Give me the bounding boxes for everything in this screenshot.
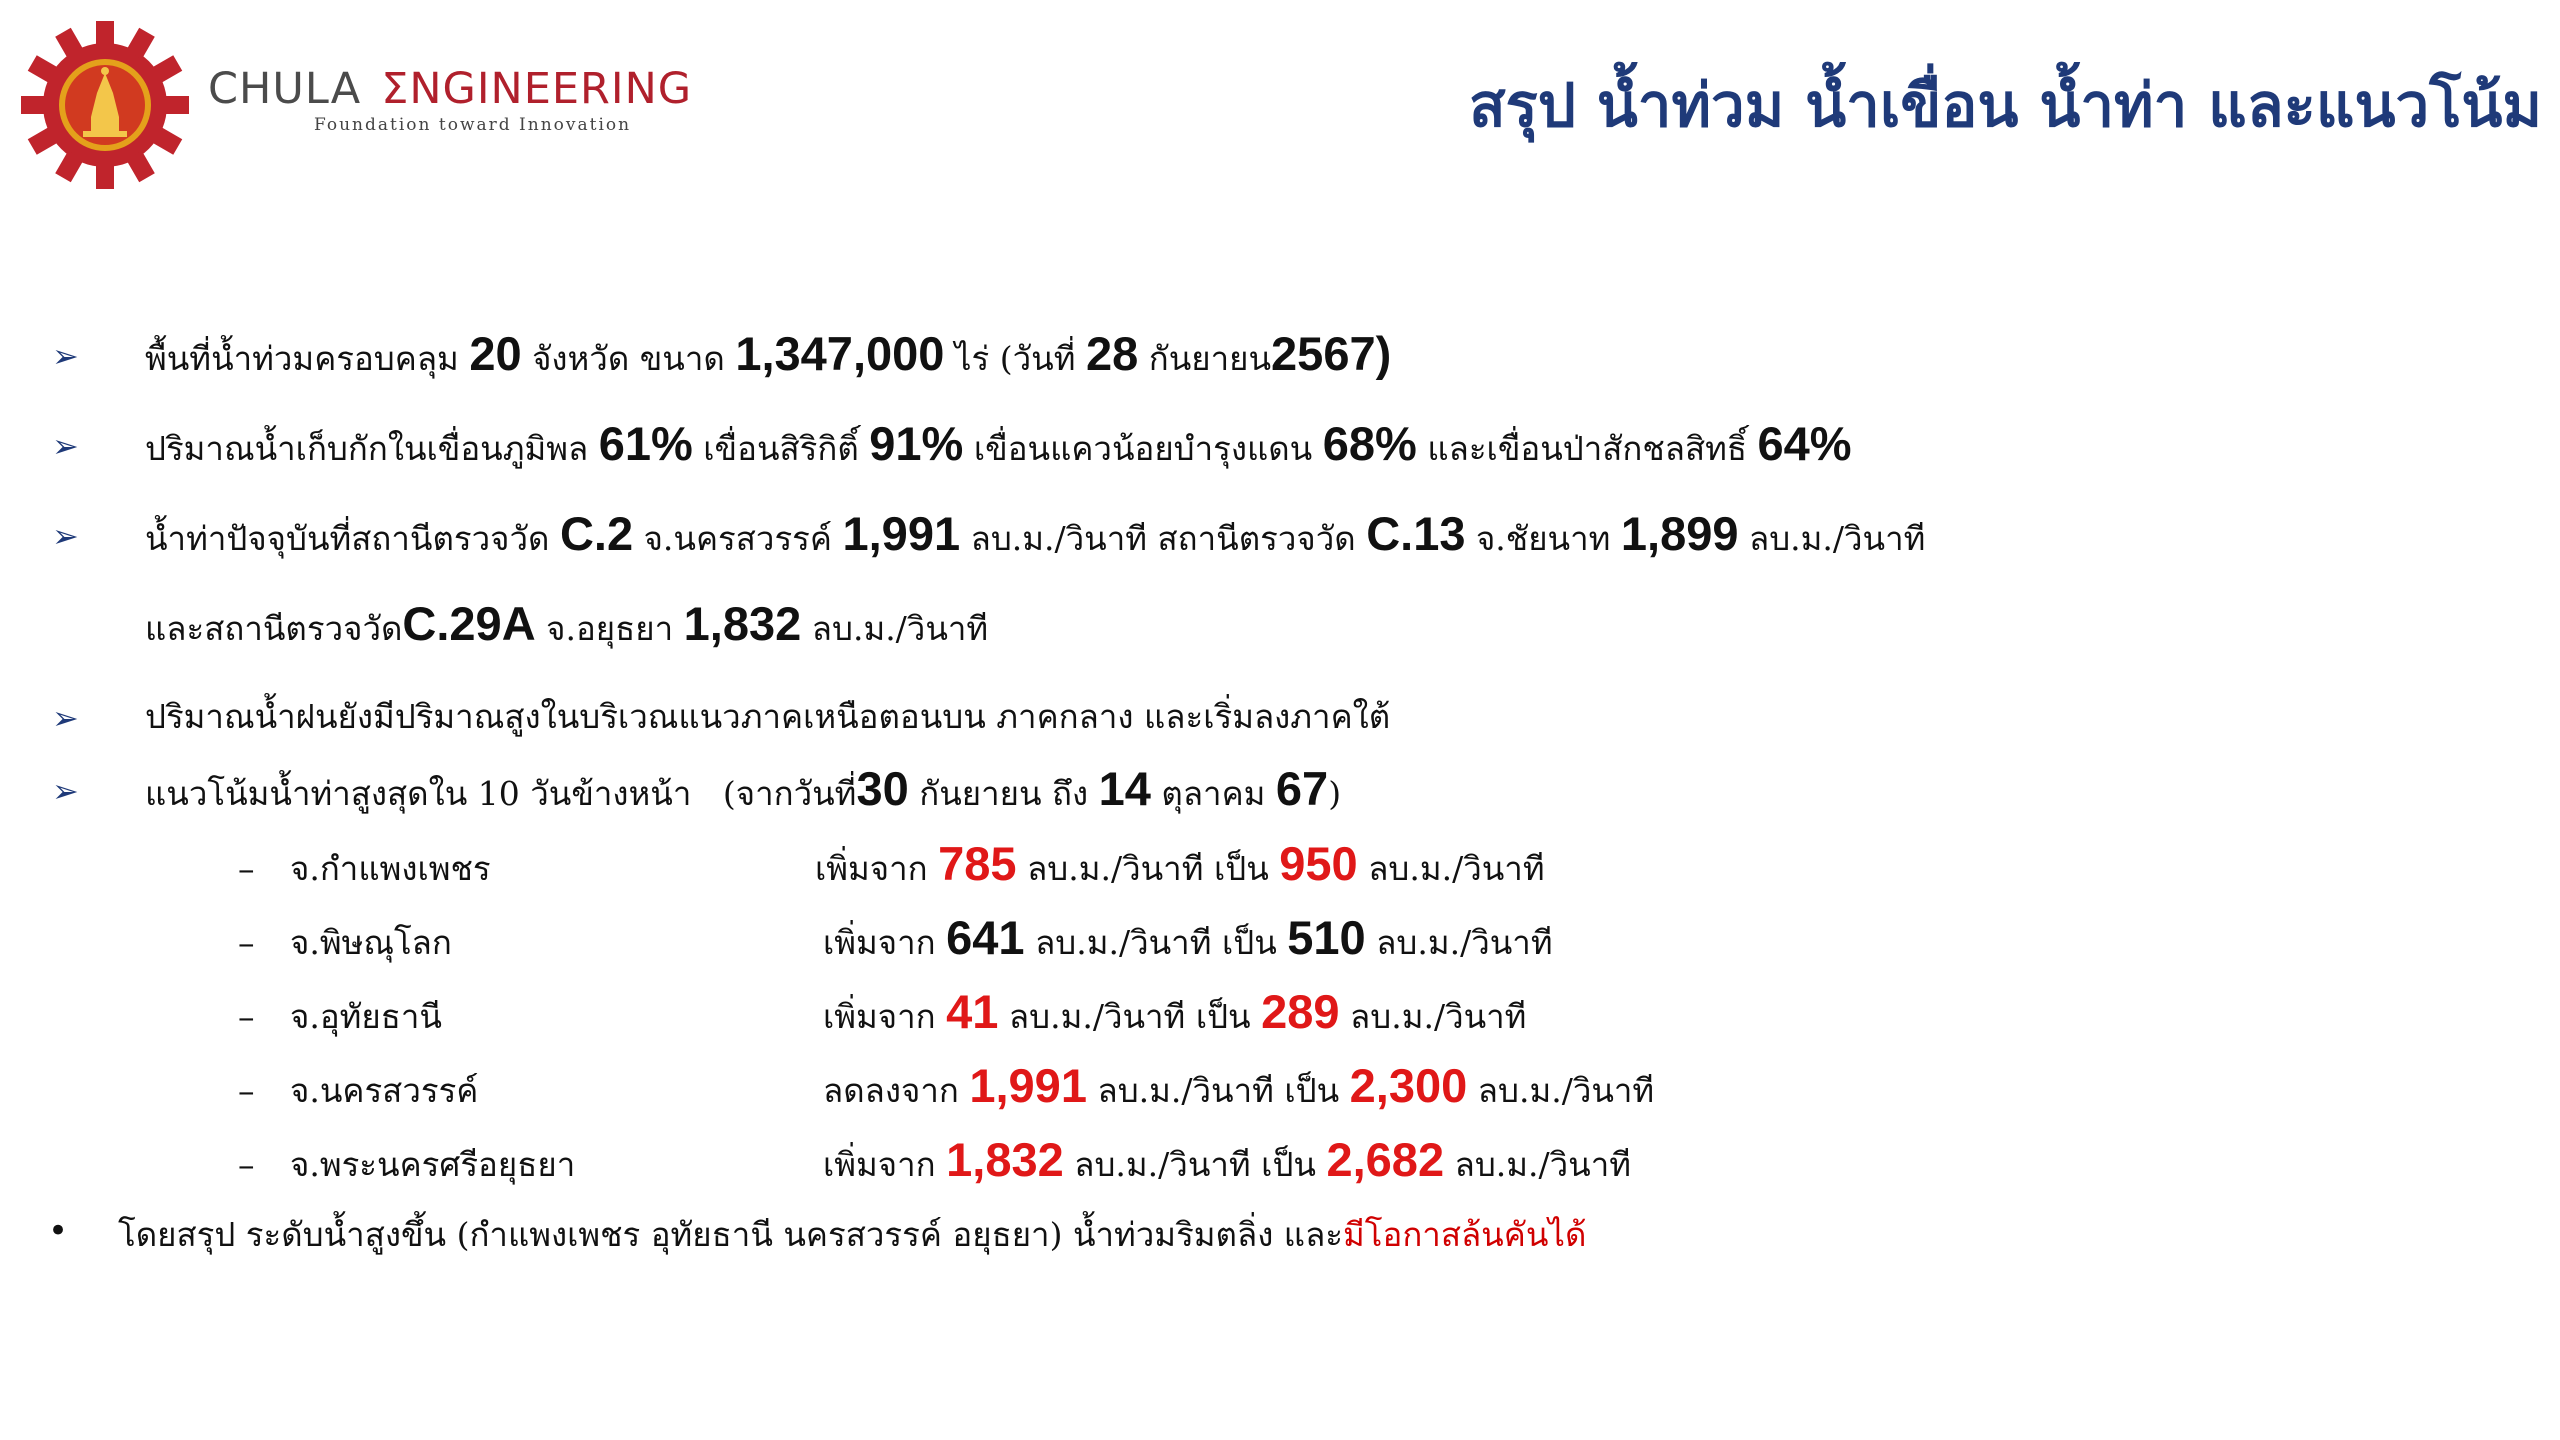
forecast-row [823,911,1553,964]
value-c2: 1,991 [842,507,961,560]
unit: ลบ.ม./วินาที [1097,1071,1274,1110]
bullet-river-flow-cont [145,597,989,650]
text: ) [1328,774,1342,813]
change-word: เพิ่มจาก [823,1145,936,1184]
brand-name [208,64,693,114]
unit: ลบ.ม./วินาที [1454,1145,1631,1184]
value-from: 785 [938,837,1017,890]
arrow-bullet-icon: ➢ [52,517,79,555]
value-from: 1,991 [969,1059,1087,1112]
arrow-bullet-icon: ➢ [52,427,79,465]
forecast-row [823,1133,1631,1186]
dash-icon: – [238,997,255,1036]
unit: ลบ.ม./วินาที [1477,1071,1655,1110]
summary-line [118,1215,1587,1254]
bullet-rainfall [145,697,1391,736]
change-word: ลดลงจาก [823,1071,959,1110]
value-to: 2,682 [1326,1133,1445,1186]
value-khwae-noi: 68% [1322,417,1417,470]
value-area: 1,347,000 [735,327,945,380]
text: พื้นที่น้ำท่วมครอบคลุม [145,339,459,378]
value-to: 2,300 [1349,1059,1468,1112]
text: แนวโน้มน้ำท่าสูงสุดใน 10 วันข้างหน้า [145,774,692,813]
text: จ.ชัยนาท [1475,519,1611,558]
value-start-day: 30 [856,762,909,815]
text: น้ำท่าปัจจุบันที่สถานีตรวจวัด [145,519,550,558]
brand-tagline: Foundation toward Innovation [314,115,632,135]
value-year: 2567 [1271,327,1376,380]
brand-name-engineering: ƩNGINEERING [381,64,693,114]
change-word: เพิ่มจาก [823,923,936,962]
forecast-row [815,837,1545,890]
to-word: เป็น [1221,923,1277,962]
text: เขื่อนสิริกิติ์ [703,429,859,468]
station-c13: C.13 [1366,507,1466,560]
unit: ลบ.ม./วินาที [1376,923,1553,962]
value-from: 1,832 [946,1133,1064,1186]
value-sirikit: 91% [869,417,964,470]
dash-icon: – [238,923,255,962]
value-provinces: 20 [469,327,522,380]
summary-text: โดยสรุป ระดับน้ำสูงขึ้น (กำแพงเพชร อุทัยธานี นครสวรรค์ อยุธยา) น้ำท่วมริมตลิ่ง และ [118,1215,1344,1254]
text: (จากวันที่ [722,774,857,813]
summary-warning: มีโอกาสล้นคันได้ [1343,1215,1587,1254]
station-c29a: C.29A [402,597,536,650]
value-to: 950 [1279,837,1358,890]
bullet-river-flow [145,507,1926,560]
value-c13: 1,899 [1620,507,1739,560]
unit: ลบ.ม./วินาที [1035,923,1212,962]
to-word: เป็น [1284,1071,1340,1110]
text: ลบ.ม./วินาที สถานีตรวจวัด [970,519,1356,558]
value-pasak: 64% [1757,417,1852,470]
unit: ลบ.ม./วินาที [1074,1145,1251,1184]
text: กันยายน [1148,339,1272,378]
forecast-row [823,1059,1655,1112]
text: จ.นครสวรรค์ [643,519,832,558]
province-name: จ.พิษณุโลก [290,923,452,962]
dash-icon: – [238,1145,255,1184]
change-word: เพิ่มจาก [815,849,928,888]
text: และเขื่อนป่าสักชลสิทธิ์ [1427,429,1748,468]
value-day: 28 [1085,327,1139,380]
bullet-dot-icon: • [48,1211,69,1251]
unit: ลบ.ม./วินาที [1027,849,1204,888]
unit: ลบ.ม./วินาที [1368,849,1545,888]
bullet-flood-area [145,327,1392,380]
bullet-trend [145,762,1342,815]
brand-block [208,64,693,135]
text: ปริมาณน้ำฝนยังมีปริมาณสูงในบริเวณแนวภาคเหนือตอนบน ภาคกลาง และเริ่มลงภาคใต้ [145,697,1391,736]
station-c2: C.2 [559,507,634,560]
text: จ.อยุธยา [546,609,674,648]
to-word: เป็น [1261,1145,1316,1184]
text: ลบ.ม./วินาที [811,609,989,648]
province-name: จ.นครสวรรค์ [290,1071,479,1110]
text: ปริมาณน้ำเก็บกักในเขื่อนภูมิพล [145,429,589,468]
text: และสถานีตรวจวัด [145,609,403,648]
forecast-row [823,985,1527,1038]
unit: ลบ.ม./วินาที [1350,997,1527,1036]
text: จังหวัด ขนาด [532,339,725,378]
text: ลบ.ม./วินาที [1749,519,1926,558]
dash-icon: – [238,849,255,888]
bullet-dam-storage [145,417,1852,470]
value-bhumibol: 61% [598,417,693,470]
value-from: 41 [946,985,999,1038]
text: เขื่อนแควน้อยบำรุงแดน [973,429,1313,468]
unit: ลบ.ม./วินาที [1008,997,1186,1036]
page-title: สรุป น้ำท่วม น้ำเขื่อน น้ำท่า และแนวโน้ม [1468,71,2542,141]
to-word: เป็น [1213,849,1269,888]
arrow-bullet-icon: ➢ [52,337,79,375]
value-from: 641 [946,911,1025,964]
text: กันยายน ถึง [919,774,1089,813]
value-end-day: 14 [1098,762,1151,815]
province-name: จ.พระนครศรีอยุธยา [290,1145,576,1184]
text: ) [1375,327,1392,380]
arrow-bullet-icon: ➢ [52,699,79,737]
province-name: จ.อุทัยธานี [290,997,442,1036]
text: ตุลาคม [1161,774,1266,813]
dash-icon: – [238,1071,255,1110]
value-to: 289 [1261,985,1340,1038]
change-word: เพิ่มจาก [823,997,936,1036]
chula-engineering-logo [20,20,190,190]
province-name: จ.กำแพงเพชร [290,849,491,888]
brand-name-chula: CHULA [208,64,362,114]
text: ไร่ (วันที่ [954,339,1076,378]
value-end-year: 67 [1275,762,1329,815]
value-c29a: 1,832 [683,597,802,650]
to-word: เป็น [1195,997,1251,1036]
value-to: 510 [1287,911,1366,964]
arrow-bullet-icon: ➢ [52,772,79,810]
